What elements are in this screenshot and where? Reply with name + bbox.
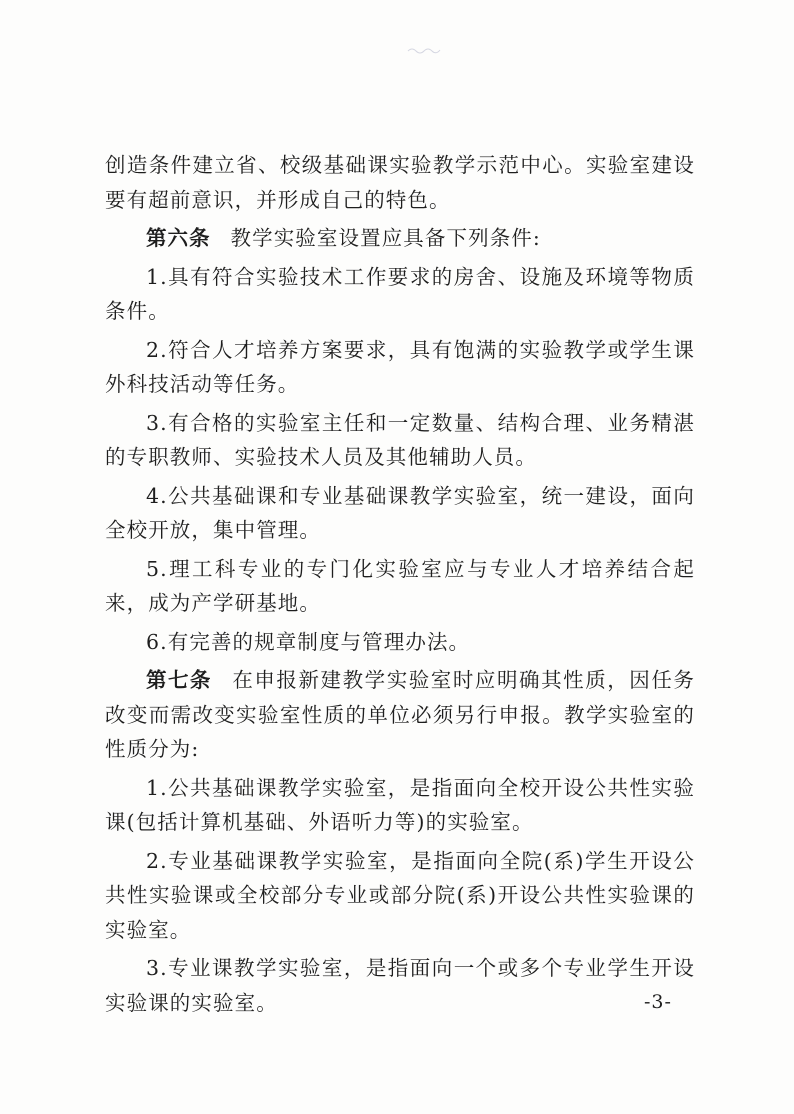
article-6-heading: 第六条 — [146, 226, 211, 250]
article-6-item-5: 5.理工科专业的专门化实验室应与专业人才培养结合起来，成为产学研基地。 — [105, 556, 695, 615]
article-6-item-6: 6.有完善的规章制度与管理办法。 — [146, 629, 471, 654]
article-7-intro — [105, 663, 695, 767]
document-body — [105, 148, 695, 1020]
article-6-text: 教学实验室设置应具备下列条件: — [230, 226, 541, 250]
continued-paragraph: 创造条件建立省、校级基础课实验教学示范中心。实验室建设要有超前意识，并形成自己的特色。 — [105, 153, 695, 212]
article-7-item-1: 1.公共基础课教学实验室，是指面向全校开设公共性实验课(包括计算机基础、外语听力等)的实验室。 — [105, 775, 695, 834]
article-7-text: 在申报新建教学实验室时应明确其性质，因任务改变而需改变实验室性质的单位必须另行申报。教学实验室的性质分为: — [105, 668, 696, 761]
article-6-item-3: 3.有合格的实验室主任和一定数量、结构合理、业务精湛的专职教师、实验技术人员及其他辅助人员。 — [105, 410, 695, 469]
article-7-item-3: 3.专业课教学实验室，是指面向一个或多个专业学生开设实验课的实验室。 — [105, 956, 695, 1015]
article-6-item-1: 1.具有符合实验技术工作要求的房舍、设施及环境等物质条件。 — [105, 264, 695, 323]
article-6-item-2: 2.符合人才培养方案要求，具有饱满的实验教学或学生课外科技活动等任务。 — [105, 337, 695, 396]
article-7-heading: 第七条 — [146, 668, 212, 692]
page-number: -3- — [644, 991, 672, 1013]
article-6-intro — [105, 221, 695, 256]
article-7-item-2: 2.专业基础课教学实验室，是指面向全院(系)学生开设公共性实验课或全校部分专业或部分院(系)开设公共性实验课的实验室。 — [105, 848, 695, 942]
faint-stamp-mark — [407, 46, 441, 54]
article-6-item-4: 4.公共基础课和专业基础课教学实验室，统一建设，面向全校开放，集中管理。 — [105, 483, 695, 542]
